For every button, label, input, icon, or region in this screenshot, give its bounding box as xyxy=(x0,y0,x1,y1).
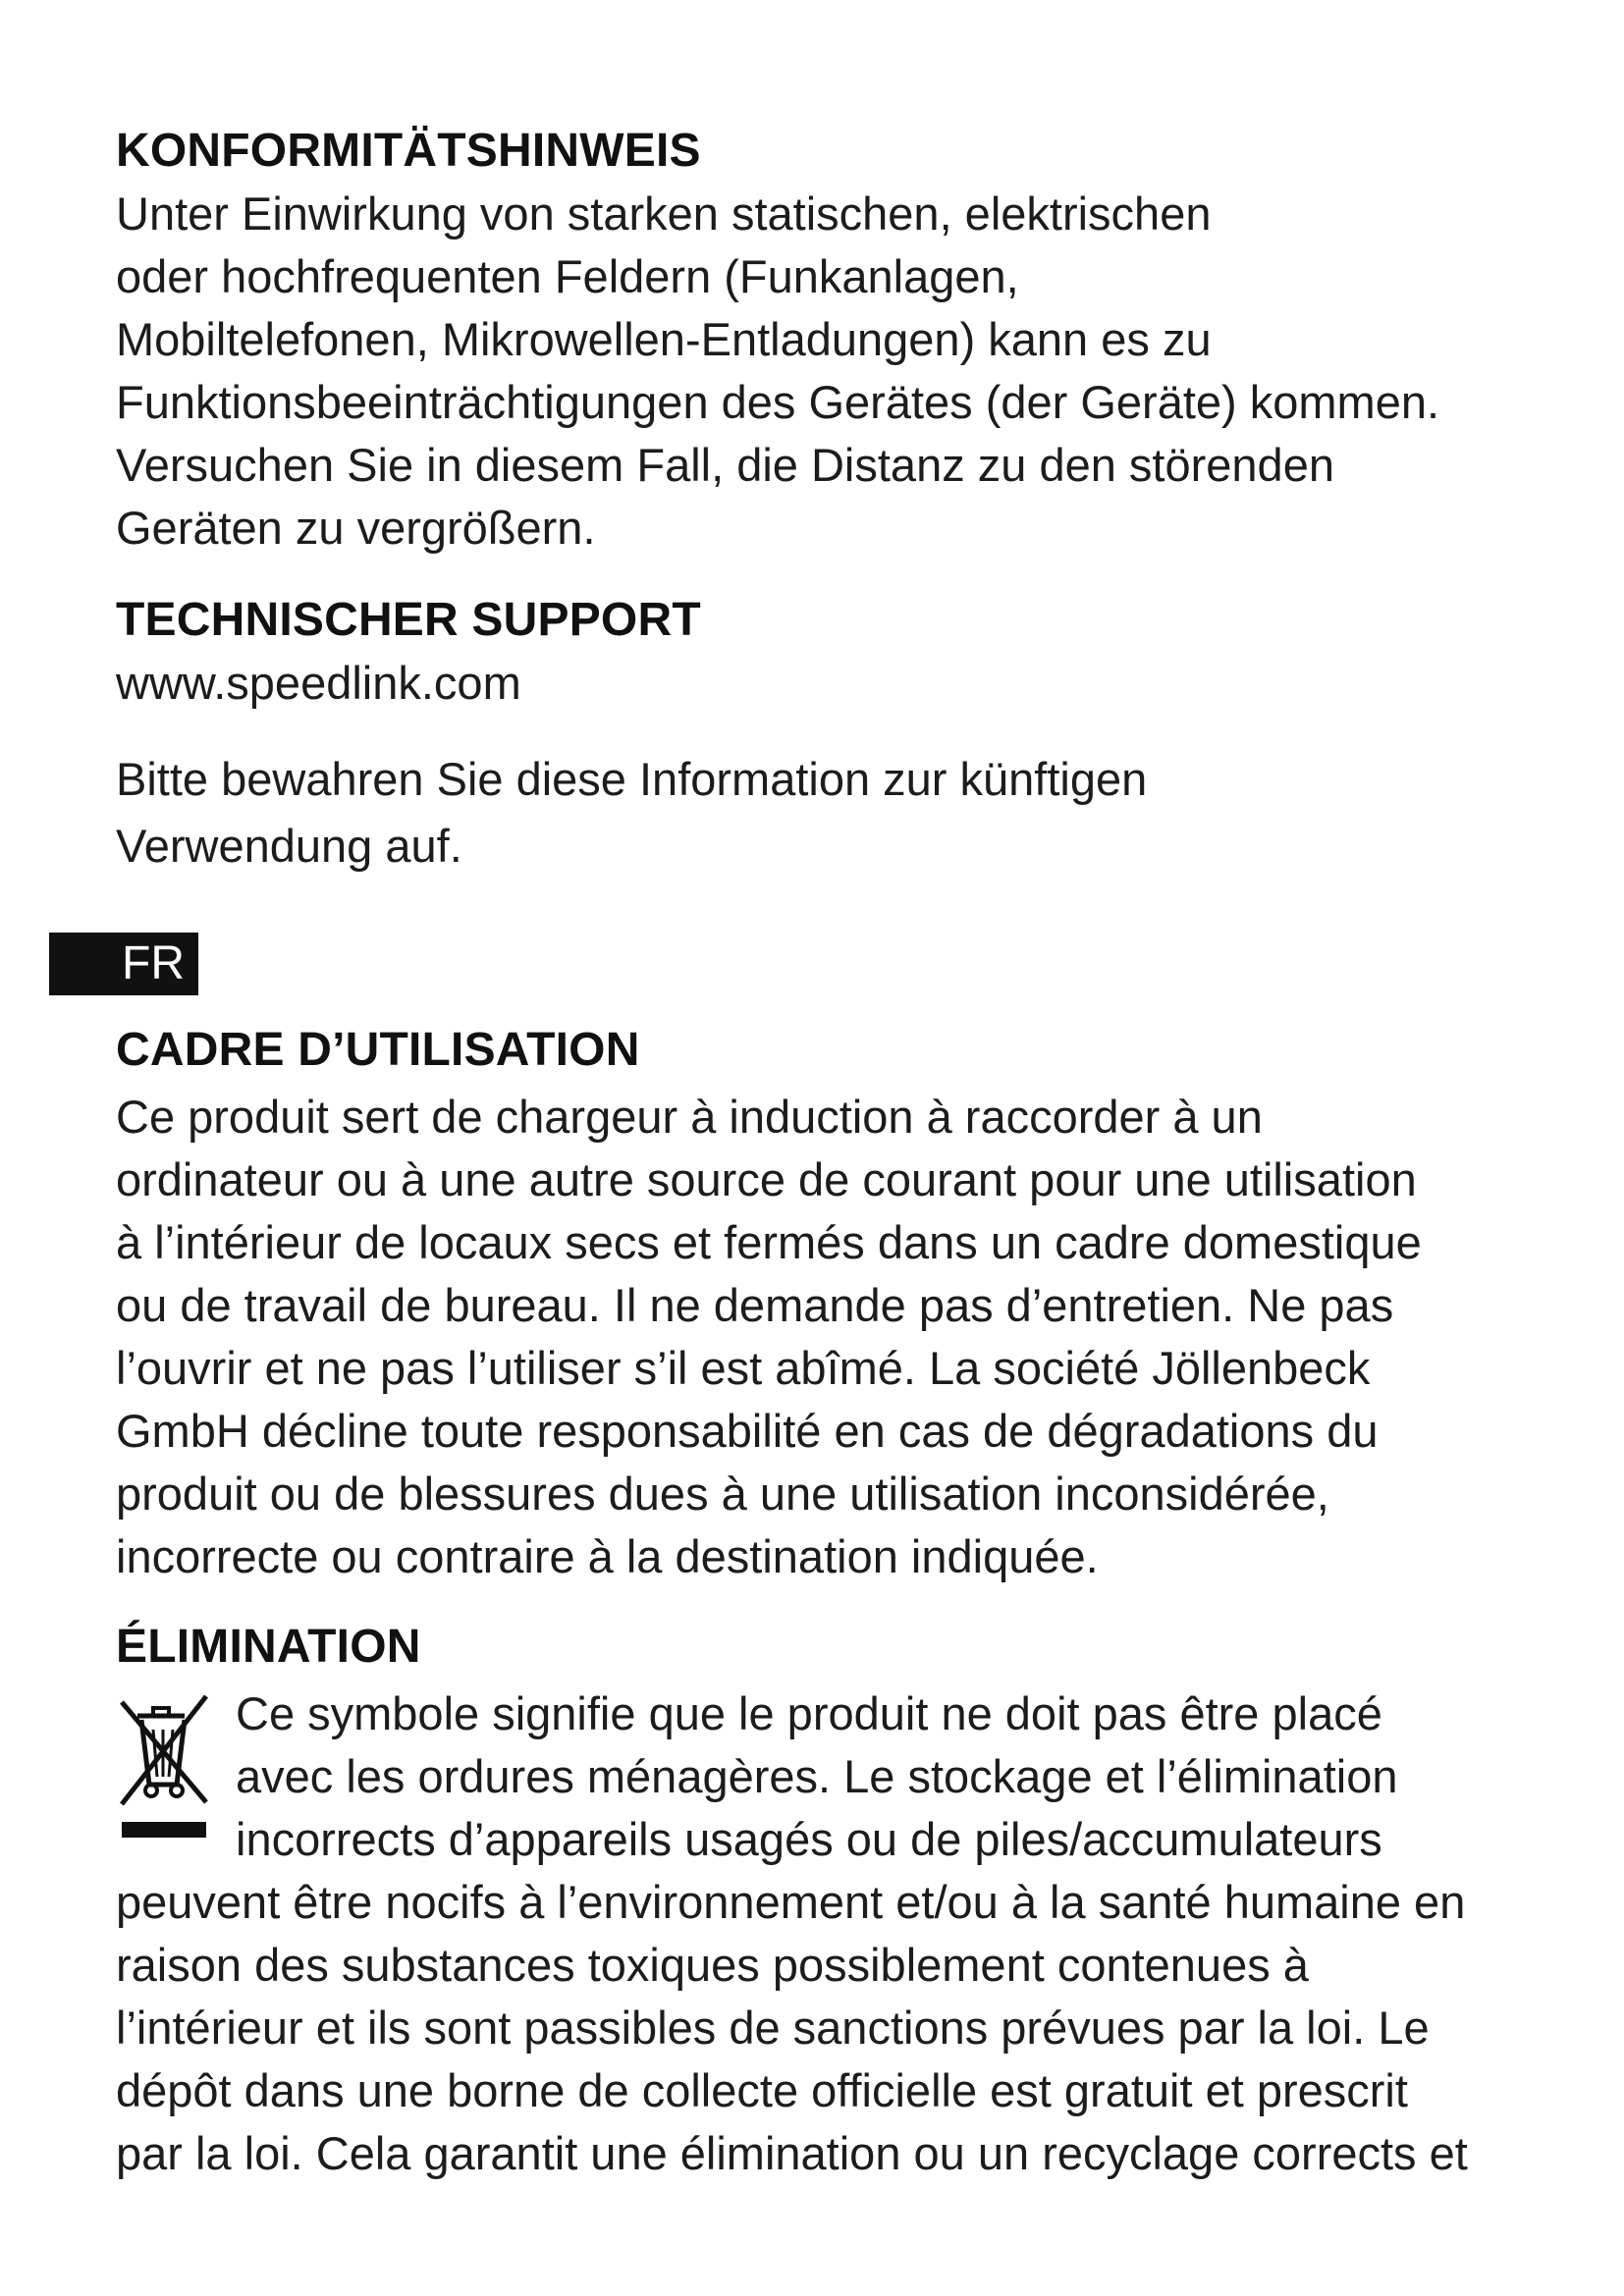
text-line: Ce produit sert de chargeur à induction à raccorder à un xyxy=(116,1091,1263,1143)
text-line: incorrecte ou contraire à la destination indiquée. xyxy=(116,1530,1099,1582)
text-line: raison des substances toxiques possiblement contenues à xyxy=(116,1939,1309,1991)
text-line: peuvent être nocifs à l’environnement et/ou à la santé humaine en xyxy=(116,1876,1466,1928)
support-heading: TECHNISCHER SUPPORT xyxy=(116,594,701,646)
text-line: oder hochfrequenten Feldern (Funkanlagen, xyxy=(116,250,1019,302)
text-line: Unter Einwirkung von starken statischen, elektrischen xyxy=(116,187,1212,240)
text-line: Bitte bewahren Sie diese Information zur künftigen xyxy=(116,753,1148,805)
text-line: l’ouvrir et ne pas l’utiliser s’il est abîmé. La société Jöllenbeck xyxy=(116,1342,1371,1394)
disposal-text-block xyxy=(116,1682,1530,2185)
crossed-out-wheelie-bin-icon xyxy=(116,1686,214,1843)
text-line: Versuchen Sie in diesem Fall, die Distanz zu den störenden xyxy=(116,439,1334,491)
language-badge-fr: FR xyxy=(49,933,198,995)
keep-info-section xyxy=(116,746,1530,880)
conformity-text xyxy=(116,183,1530,560)
usage-section xyxy=(116,1021,1530,1588)
disposal-heading: ÉLIMINATION xyxy=(116,1621,421,1673)
text-line: ordinateur ou à une autre source de courant pour une utilisation xyxy=(116,1153,1417,1205)
text-line: produit ou de blessures dues à une utilisation inconsidérée, xyxy=(116,1468,1329,1520)
support-url: www.speedlink.com xyxy=(116,657,521,709)
text-line: Verwendung auf. xyxy=(116,820,462,872)
text-line: avec les ordures ménagères. Le stockage et l’élimination xyxy=(236,1750,1398,1802)
text-line: à l’intérieur de locaux secs et fermés dans un cadre domestique xyxy=(116,1216,1422,1268)
support-section xyxy=(116,591,1530,715)
conformity-heading: KONFORMITÄTSHINWEIS xyxy=(116,125,701,177)
text-line: Ce symbole signifie que le produit ne doit pas être placé xyxy=(236,1687,1382,1739)
text-line: par la loi. Cela garantit une élimination ou un recyclage corrects et xyxy=(116,2127,1468,2179)
text-line: Mobiltelefonen, Mikrowellen-Entladungen) kann es zu xyxy=(116,313,1212,365)
text-line: GmbH décline toute responsabilité en cas de dégradations du xyxy=(116,1405,1379,1457)
conformity-section xyxy=(116,122,1530,560)
disposal-section xyxy=(116,1618,1530,2185)
usage-heading: CADRE D’UTILISATION xyxy=(116,1024,640,1076)
text-line: dépôt dans une borne de collecte officielle est gratuit et prescrit xyxy=(116,2064,1408,2116)
text-line: Geräten zu vergrößern. xyxy=(116,502,596,554)
text-line: Funktionsbeeinträchtigungen des Gerätes (der Geräte) kommen. xyxy=(116,376,1440,428)
text-line: l’intérieur et ils sont passibles de sanctions prévues par la loi. Le xyxy=(116,2002,1430,2054)
text-line: ou de travail de bureau. Il ne demande pas d’entretien. Ne pas xyxy=(116,1279,1394,1331)
text-line: incorrects d’appareils usagés ou de piles/accumulateurs xyxy=(236,1813,1382,1865)
